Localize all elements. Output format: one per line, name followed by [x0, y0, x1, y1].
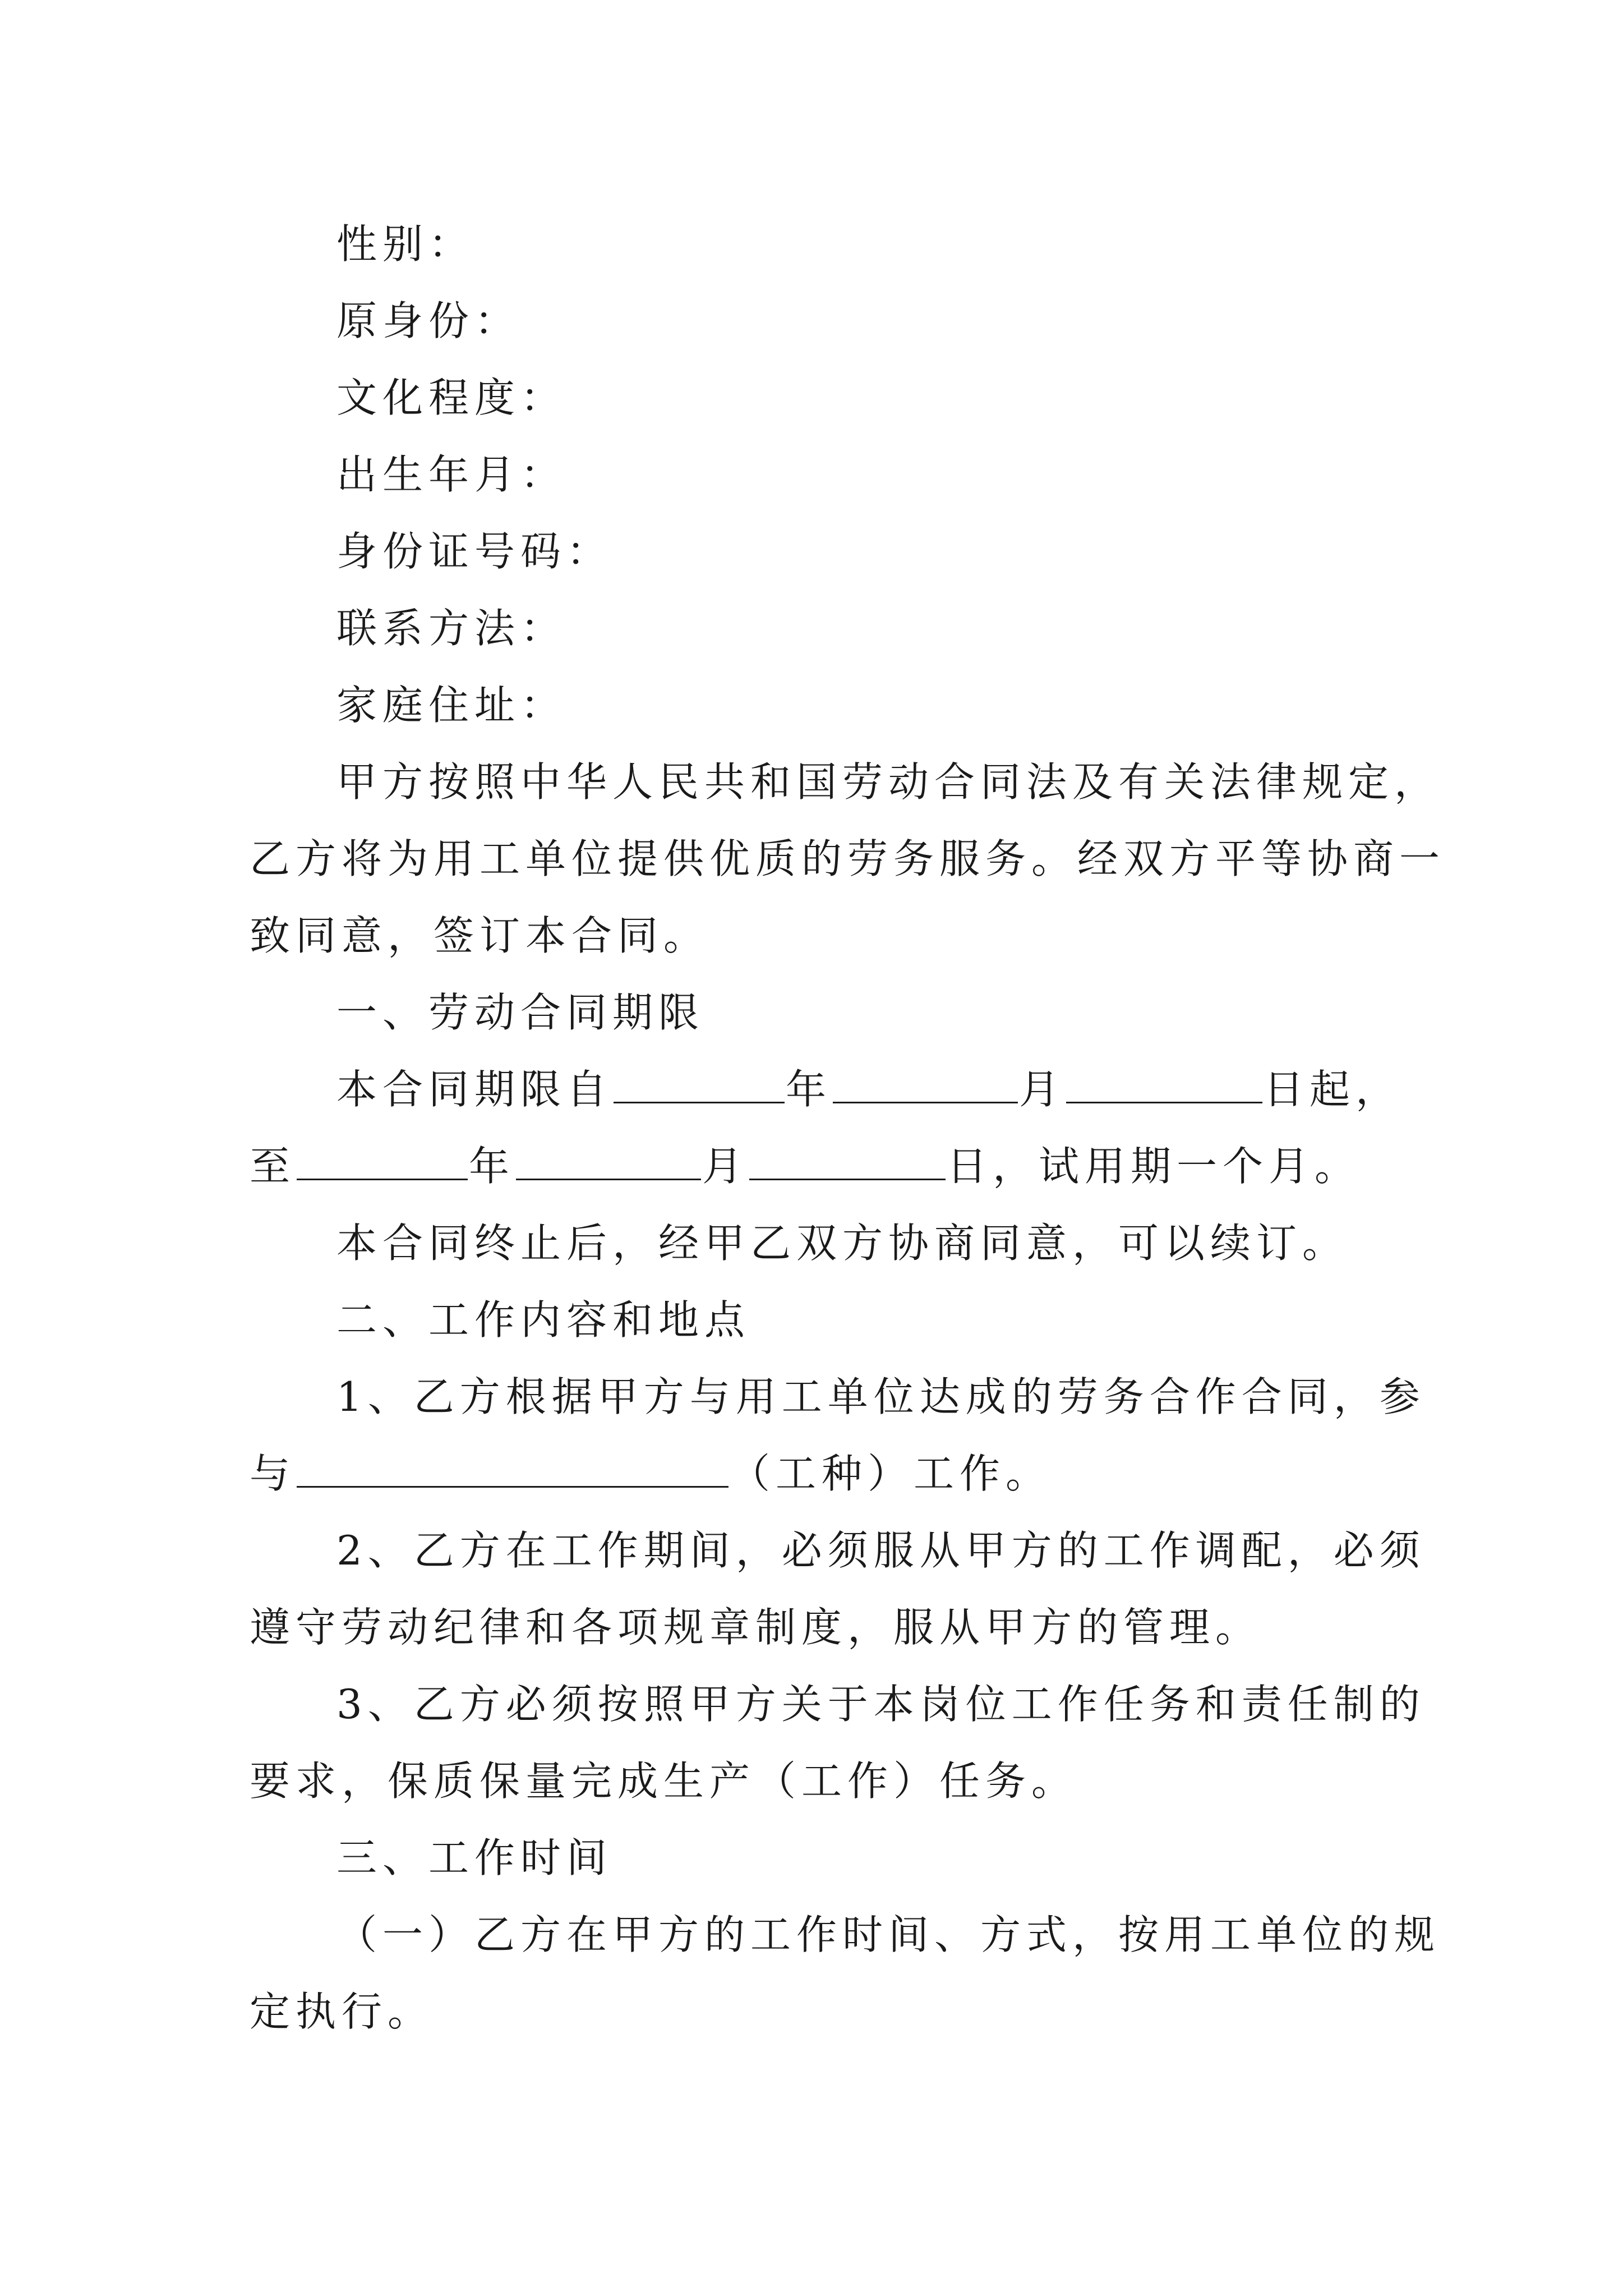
label-month: 月	[1019, 1066, 1066, 1113]
blank-from-day	[1066, 1067, 1262, 1103]
label-year: 年	[469, 1143, 515, 1190]
section-heading-work-time: 三、工作时间	[336, 1834, 613, 1881]
label-day-trial: 日，试用期一个月。	[947, 1143, 1361, 1190]
field-home-address: 家庭住址：	[336, 682, 567, 729]
work-time-item-1-line-1: （一）乙方在甲方的工作时间、方式，按用工单位的规	[336, 1911, 1441, 1958]
work-item-1-line-1: 1、乙方根据甲方与用工单位达成的劳务合作合同，参	[336, 1373, 1426, 1420]
blank-job-type	[297, 1451, 728, 1488]
label-month: 月	[702, 1143, 749, 1190]
section-heading-work-content: 二、工作内容和地点	[336, 1296, 751, 1343]
field-id-number: 身份证号码：	[336, 528, 613, 575]
item1-prefix: 与	[250, 1450, 296, 1497]
label-day-from: 日起，	[1264, 1066, 1402, 1113]
work-item-3-line-2: 要求，保质保量完成生产（工作）任务。	[250, 1757, 1078, 1805]
blank-from-year	[614, 1067, 785, 1103]
blank-from-month	[833, 1067, 1018, 1103]
item1-suffix: （工种）工作。	[730, 1450, 1052, 1497]
work-item-2-line-2: 遵守劳动纪律和各项规章制度，服从甲方的管理。	[250, 1604, 1262, 1651]
label-year: 年	[786, 1066, 832, 1113]
work-item-2-line-1: 2、乙方在工作期间，必须服从甲方的工作调配，必须	[336, 1527, 1426, 1574]
intro-line-1: 甲方按照中华人民共和国劳动合同法及有关法律规定，	[336, 758, 1441, 806]
field-contact: 联系方法：	[336, 605, 567, 652]
contract-term-from	[336, 1061, 1401, 1117]
field-gender: 性别：	[336, 220, 475, 268]
blank-to-year	[297, 1144, 468, 1180]
term-prefix: 本合同期限自	[336, 1066, 613, 1113]
section-heading-contract-term: 一、劳动合同期限	[336, 989, 705, 1036]
field-birth-date: 出生年月：	[336, 451, 567, 498]
field-original-identity: 原身份：	[336, 297, 521, 344]
label-to: 至	[250, 1143, 296, 1190]
work-item-1-line-2	[250, 1446, 1052, 1502]
work-time-item-1-line-2: 定执行。	[250, 1988, 434, 2035]
intro-line-3: 致同意，签订本合同。	[250, 912, 710, 959]
blank-to-day	[749, 1144, 946, 1180]
work-item-3-line-1: 3、乙方必须按照甲方关于本岗位工作任务和责任制的	[336, 1681, 1426, 1728]
contract-term-to	[250, 1138, 1361, 1194]
intro-line-2: 乙方将为用工单位提供优质的劳务服务。经双方平等协商一	[250, 835, 1446, 882]
blank-to-month	[516, 1144, 701, 1180]
field-education: 文化程度：	[336, 374, 567, 421]
renewal-clause: 本合同终止后，经甲乙双方协商同意，可以续订。	[336, 1220, 1349, 1267]
